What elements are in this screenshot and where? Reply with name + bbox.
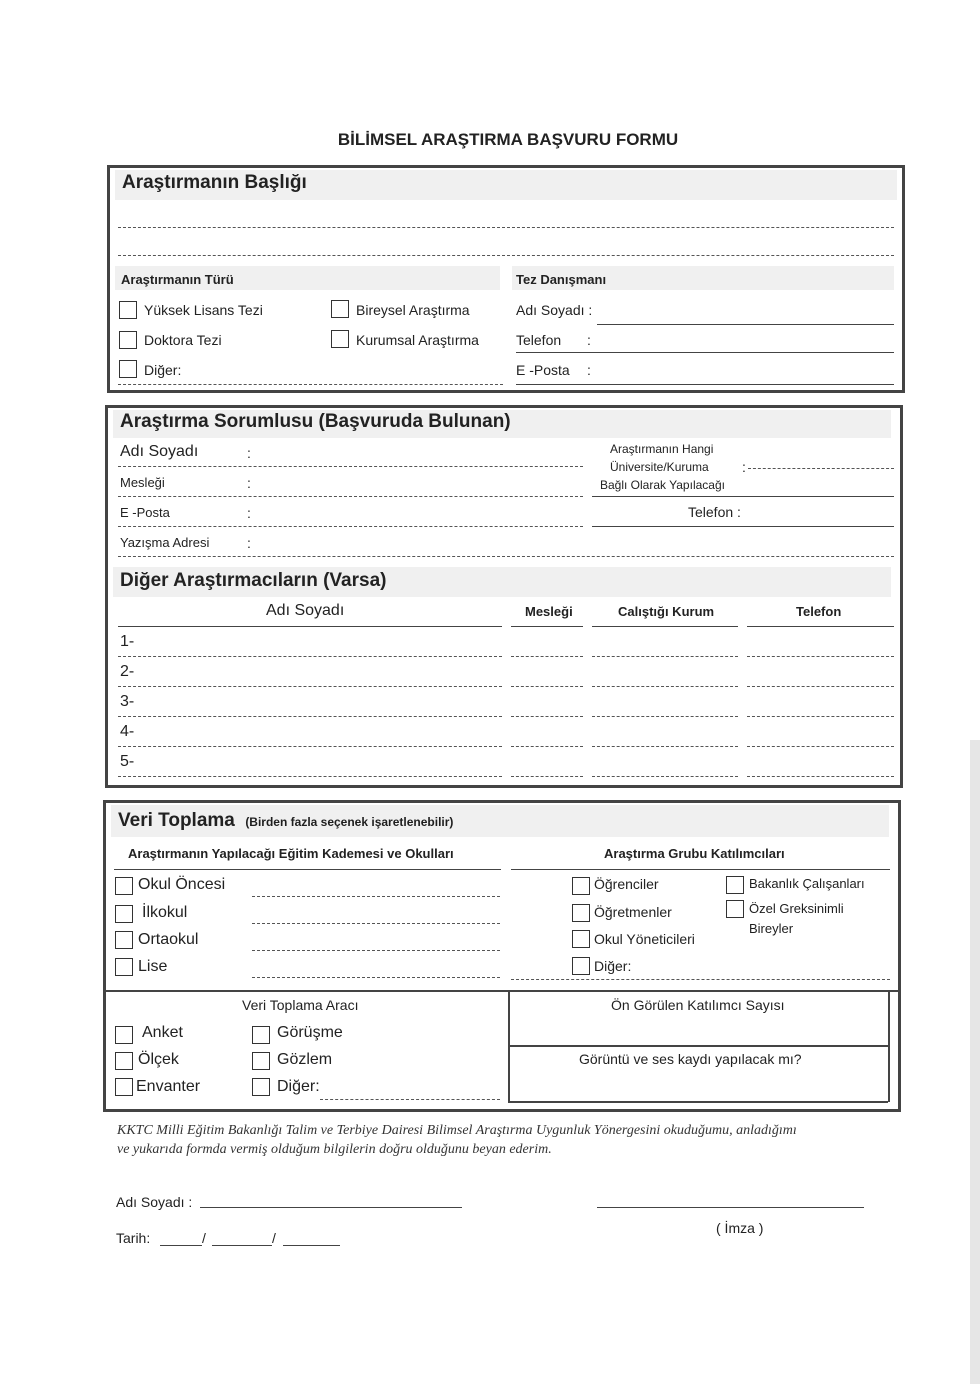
table-row[interactable] — [118, 716, 502, 717]
row-4-label: 4- — [120, 723, 135, 740]
primary-line[interactable] — [252, 923, 500, 924]
checkbox-observation[interactable] — [252, 1052, 270, 1070]
label-students: Öğrenciler — [594, 876, 659, 892]
university-label: Araştırmanın Hangi Üniversite/Kuruma Bağlı Olarak Yapılacağı — [600, 442, 725, 492]
table-row[interactable] — [118, 746, 502, 747]
checkbox-special-needs[interactable] — [726, 900, 744, 918]
label-other-tool: Diğer: — [277, 1078, 320, 1095]
signature-label: ( İmza ) — [716, 1220, 764, 1236]
label-ministry-staff: Bakanlık Çalışanları — [749, 876, 865, 891]
advisor-phone-label: Telefon — [516, 332, 562, 348]
label-interview: Görüşme — [277, 1024, 343, 1041]
label-doctoral-thesis: Doktora Tezi — [144, 332, 222, 348]
high-line[interactable] — [252, 977, 500, 978]
label-other-participants: Diğer: — [594, 958, 632, 974]
applicant-phone-label: Telefon : — [688, 504, 741, 520]
research-title-heading: Araştırmanın Başlığı — [122, 172, 307, 193]
checkbox-ministry-staff[interactable] — [726, 876, 744, 894]
label-institutional-research: Kurumsal Araştırma — [356, 332, 479, 348]
middle-line[interactable] — [252, 950, 500, 951]
applicant-address-sep: : — [247, 535, 251, 551]
other-type-line[interactable] — [118, 384, 503, 385]
date-year-line[interactable] — [283, 1245, 340, 1246]
checkbox-teachers[interactable] — [572, 904, 590, 922]
applicant-job-label: Mesleği — [120, 475, 165, 490]
label-special-needs-cont: Bireyler — [749, 921, 794, 936]
col-phone: Telefon — [796, 604, 842, 619]
declaration-line-2: ve yukarıda formda vermiş olduğum bilgilerin doğru olduğunu beyan ederim. — [117, 1142, 552, 1157]
other-tool-line[interactable] — [320, 1099, 500, 1100]
table-row[interactable] — [118, 686, 502, 687]
checkbox-masters-thesis[interactable] — [119, 301, 137, 319]
row-3-label: 3- — [120, 693, 135, 710]
research-title-line-2[interactable] — [118, 255, 894, 256]
label-other-type: Diğer: — [144, 362, 182, 378]
advisor-name-label: Adı Soyadı : — [516, 302, 593, 318]
university-sep: : — [742, 459, 746, 475]
declaration-line-1: KKTC Milli Eğitim Bakanlığı Talim ve Terbiye Dairesi Bilimsel Araştırma Uygunluk Yönergesini okuduğumu, anladığımı — [117, 1123, 797, 1138]
other-participants-line[interactable] — [511, 979, 890, 980]
tool-heading: Veri Toplama Aracı — [242, 997, 359, 1013]
applicant-job-line[interactable] — [118, 496, 583, 497]
col-job: Mesleği — [525, 604, 573, 619]
label-middle: Ortaokul — [138, 931, 199, 948]
advisor-name-line[interactable] — [597, 324, 894, 325]
applicant-email-sep: : — [247, 505, 251, 521]
col-institution: Calıştığı Kurum — [618, 604, 715, 619]
signature-name-line[interactable] — [200, 1207, 462, 1208]
university-line[interactable] — [748, 468, 894, 469]
participants-heading: Araştırma Grubu Katılımcıları — [604, 846, 785, 861]
date-day-line[interactable] — [160, 1245, 202, 1246]
label-inventory: Envanter — [136, 1078, 201, 1095]
research-type-heading: Araştırmanın Türü — [121, 272, 234, 287]
checkbox-primary[interactable] — [115, 905, 133, 923]
applicant-address-label: Yazışma Adresi — [120, 535, 210, 550]
checkbox-middle[interactable] — [115, 931, 133, 949]
label-observation: Gözlem — [277, 1051, 333, 1068]
row-5-label: 5- — [120, 753, 135, 770]
date-sep-2: / — [272, 1230, 276, 1246]
label-scale: Ölçek — [138, 1051, 179, 1068]
label-preschool: Okul Öncesi — [138, 876, 226, 893]
advisor-heading: Tez Danışmanı — [516, 272, 607, 287]
advisor-email-sep: : — [587, 362, 591, 378]
applicant-name-label: Adı Soyadı — [120, 443, 199, 460]
label-survey: Anket — [142, 1024, 183, 1041]
col-name: Adı Soyadı — [266, 602, 345, 619]
applicant-name-sep: : — [247, 445, 251, 461]
checkbox-institutional-research[interactable] — [331, 330, 349, 348]
row-2-label: 2- — [120, 663, 135, 680]
applicant-email-label: E -Posta — [120, 505, 170, 520]
advisor-phone-sep: : — [587, 332, 591, 348]
recording-question: Görüntü ve ses kaydı yapılacak mı? — [579, 1051, 802, 1067]
checkbox-other-participants[interactable] — [572, 957, 590, 975]
checkbox-preschool[interactable] — [115, 877, 133, 895]
applicant-name-line[interactable] — [118, 466, 583, 467]
table-row[interactable] — [118, 656, 502, 657]
label-masters-thesis: Yüksek Lisans Tezi — [144, 302, 263, 318]
date-sep-1: / — [202, 1230, 206, 1246]
schools-heading: Araştırmanın Yapılacağı Eğitim Kademesi ve Okulları — [128, 846, 454, 861]
other-researchers-heading: Diğer Araştırmacıların (Varsa) — [120, 570, 387, 591]
label-administrators: Okul Yöneticileri — [594, 931, 695, 947]
advisor-email-line[interactable] — [516, 384, 894, 385]
signature-name-label: Adı Soyadı : — [116, 1194, 193, 1210]
applicant-job-sep: : — [247, 475, 251, 491]
table-row[interactable] — [118, 776, 502, 777]
checkbox-other-tool[interactable] — [252, 1078, 270, 1096]
applicant-phone-line[interactable] — [592, 526, 894, 527]
expected-count-label: Ön Görülen Katılımcı Sayısı — [611, 997, 785, 1013]
preschool-line[interactable] — [252, 896, 500, 897]
advisor-phone-line[interactable] — [516, 352, 894, 353]
label-primary: İlkokul — [142, 904, 188, 921]
checkbox-interview[interactable] — [252, 1026, 270, 1044]
checkbox-doctoral-thesis[interactable] — [119, 331, 137, 349]
research-title-line-1[interactable] — [118, 227, 894, 228]
advisor-email-label: E -Posta — [516, 362, 570, 378]
data-collection-heading: Veri Toplama (Birden fazla seçenek işaretlenebilir) — [118, 810, 454, 831]
checkbox-individual-research[interactable] — [331, 300, 349, 318]
checkbox-scale[interactable] — [115, 1052, 133, 1070]
checkbox-students[interactable] — [572, 877, 590, 895]
page-title: BİLİMSEL ARAŞTIRMA BAŞVURU FORMU — [337, 130, 679, 149]
checkbox-high[interactable] — [115, 958, 133, 976]
label-high: Lise — [138, 958, 168, 975]
checkbox-administrators[interactable] — [572, 930, 590, 948]
date-label: Tarih: — [116, 1230, 151, 1246]
label-individual-research: Bireysel Araştırma — [356, 302, 470, 318]
university-underline — [592, 496, 894, 497]
applicant-email-line[interactable] — [118, 526, 583, 527]
checkbox-inventory[interactable] — [115, 1078, 133, 1096]
checkbox-other-type[interactable] — [119, 360, 137, 378]
applicant-address-line[interactable] — [118, 556, 894, 557]
row-1-label: 1- — [120, 633, 135, 650]
applicant-heading: Araştırma Sorumlusu (Başvuruda Bulunan) — [120, 411, 511, 432]
label-special-needs: Özel Greksinimli — [749, 901, 844, 916]
checkbox-survey[interactable] — [115, 1026, 133, 1044]
label-teachers: Öğretmenler — [594, 904, 672, 920]
signature-line[interactable] — [597, 1207, 864, 1208]
date-month-line[interactable] — [212, 1245, 272, 1246]
